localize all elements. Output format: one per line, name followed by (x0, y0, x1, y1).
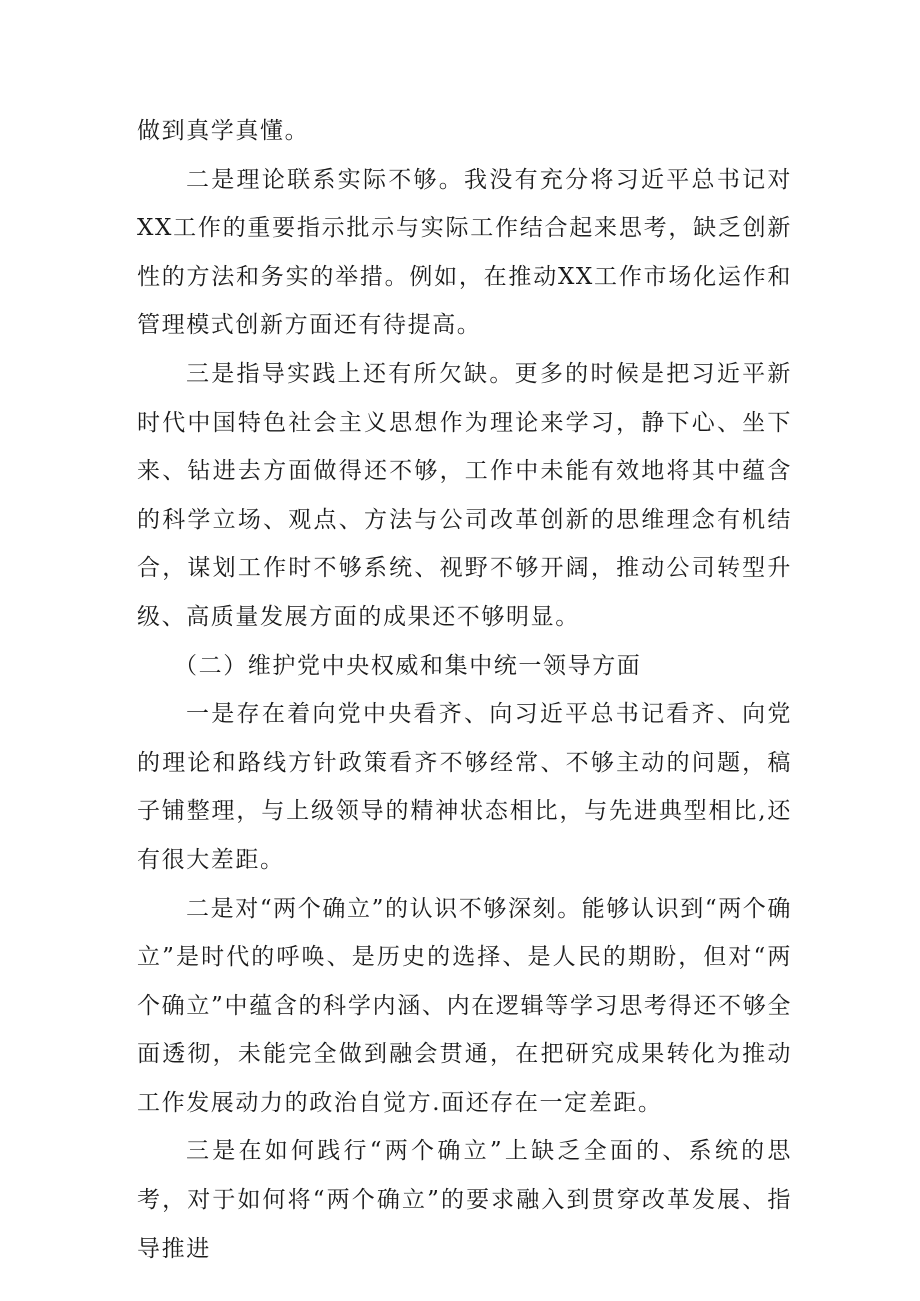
paragraph-alignment: 一是存在着向党中央看齐、向习近平总书记看齐、向党的理论和路线方针政策看齐不够经常、不够主动的问题，稿子铺整理，与上级领导的精神状态相比，与先进典型相比,还有很大差距。 (137, 701, 792, 873)
paragraph-guiding-practice: 三是指导实践上还有所欠缺。更多的时候是把习近平新时代中国特色社会主义思想作为理论来学习，静下心、坐下来、钻进去方面做得还不够，工作中未能有效地将其中蕴含的科学立场、观点、方法与公司改革创新的思维理念有机结合，谋划工作时不够系统、视野不够开阔，推动公司转型升级、高质量发展方面的成果还不够明显。 (137, 360, 792, 630)
section-heading: （二）维护党中央权威和集中统一领导方面 (174, 652, 642, 679)
paragraph-theory-practice: 二是理论联系实际不够。我没有充分将习近平总书记对XX工作的重要指示批示与实际工作结合起来思考，缺乏创新性的方法和务实的举措。例如，在推动XX工作市场化运作和管理模式创新方面还有待提高。 (137, 166, 792, 339)
document-body (137, 107, 792, 1273)
paragraph-practice-two-establishments: 三是在如何践行“两个确立”上缺乏全面的、系统的思考，对于如何将“两个确立”的要求融入到贯穿改革发展、指导推进 (137, 1138, 792, 1262)
paragraph-continuation: 做到真学真懂。 (137, 118, 310, 144)
paragraph-two-establishments: 二是对“两个确立”的认识不够深刻。能够认识到“两个确立”是时代的呼唤、是历史的选择、是人民的期盼，但对“两个确立”中蕴含的科学内涵、内在逻辑等学习思考得还不够全面透彻，未能完全做到融会贯通，在把研究成果转化为推动工作发展动力的政治自觉方.面还存在一定差距。 (137, 895, 792, 1116)
